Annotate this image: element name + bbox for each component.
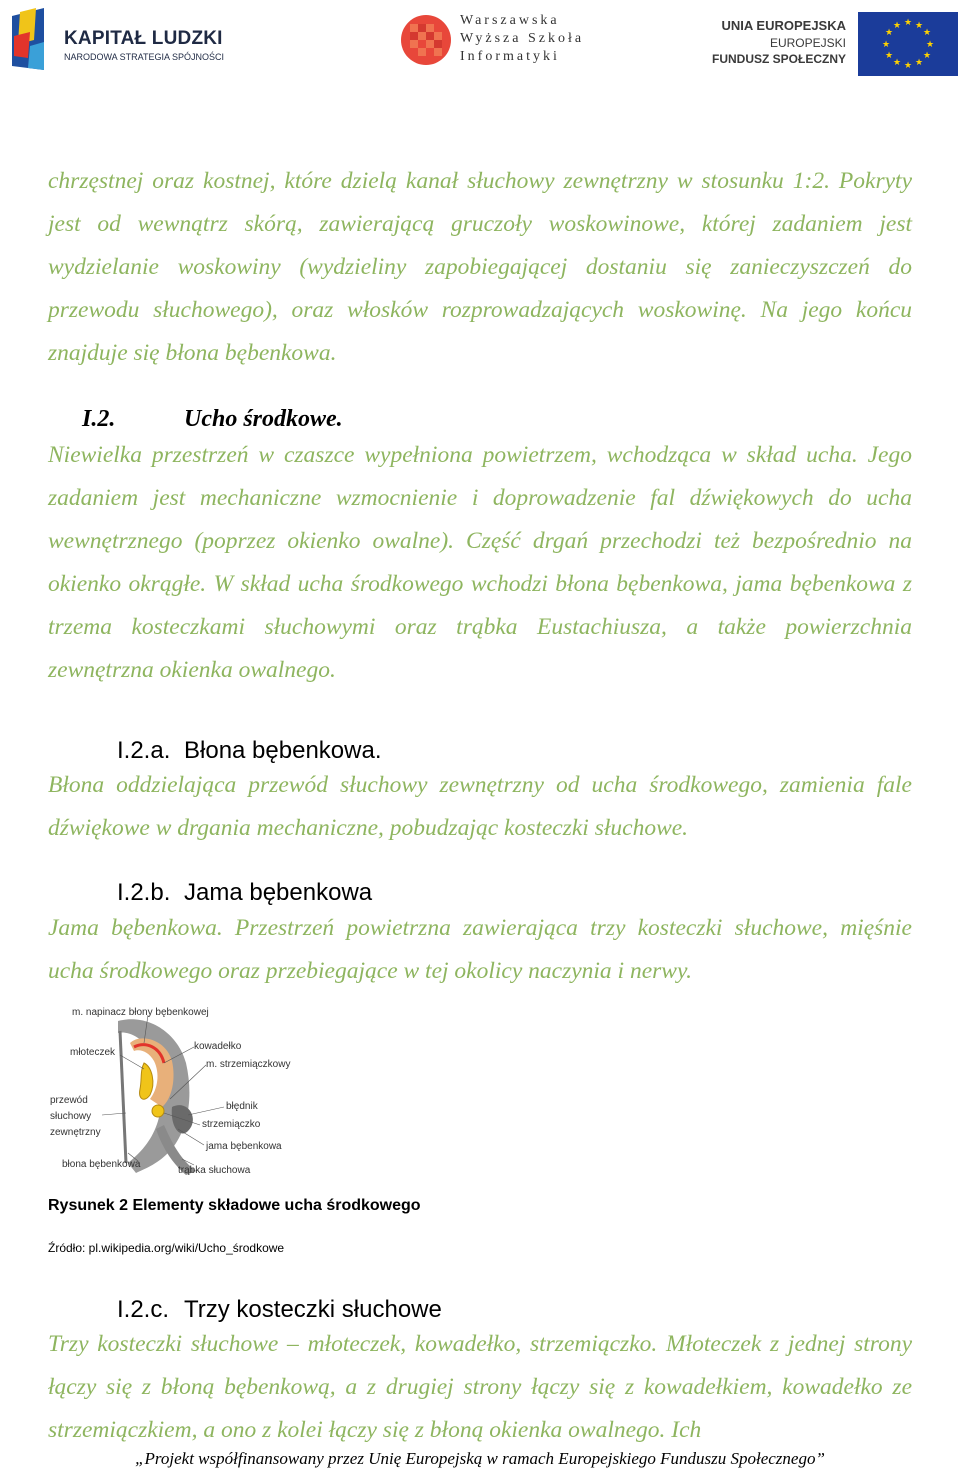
svg-text:★: ★: [914, 21, 924, 31]
wwsi-line-3: Informatyki: [460, 49, 560, 64]
svg-text:★: ★: [925, 40, 935, 50]
figure-caption: Rysunek 2 Elementy składowe ucha środkowego: [48, 1197, 421, 1214]
footer-eu-cofinancing: „Projekt współfinansowany przez Unię Europejską w ramach Europejskiego Funduszu Społecznego”: [135, 1449, 825, 1468]
label-m-strzemiaczkowy: m. strzemiączkowy: [206, 1059, 291, 1070]
heading-trzy-kosteczki: Trzy kosteczki słuchowe: [184, 1296, 442, 1323]
wwsi-line-2: Wyższa Szkoła: [460, 31, 585, 46]
ue-line-1: UNIA EUROPEJSKA: [721, 18, 846, 33]
paragraph-ossicles: Trzy kosteczki słuchowe – młoteczek, kowadełko, strzemiączko. Młoteczek z jednej strony łączy się z błoną bębenkową, a z drugiej strony łączy się z kowadełkiem, kowadełko ze strzemiączkiem, a ono z kolei łączy się z błoną okienka owalnego. Ich: [48, 1331, 912, 1443]
heading-ucho-srodkowe: Ucho środkowe.: [184, 406, 343, 432]
heading-number-i2a: I.2.a.: [117, 737, 171, 764]
paragraph-tympanic-cavity: Jama bębenkowa. Przestrzeń powietrzna zawierająca trzy kosteczki słuchowe, mięśnie ucha środkowego oraz przebiegające w tej okolicy naczynia i nerwy.: [48, 915, 912, 984]
label-blona-bebenkowa: błona bębenkowa: [62, 1159, 141, 1170]
svg-text:★: ★: [884, 28, 894, 38]
label-przewod-3: zewnętrzny: [50, 1127, 101, 1138]
ue-line-2: EUROPEJSKI: [769, 36, 846, 50]
kapital-ludzki-logo: [6, 6, 225, 76]
heading-number-i2c: I.2.c.: [117, 1296, 170, 1323]
heading-number-i2b: I.2.b.: [117, 879, 171, 906]
svg-text:★: ★: [903, 18, 913, 28]
heading-blona-bebenkowa: Błona bębenkowa.: [184, 737, 382, 764]
middle-ear-diagram: [48, 1003, 308, 1181]
svg-text:★: ★: [884, 51, 894, 61]
paragraph-tympanic-membrane: Błona oddzielająca przewód słuchowy zewnętrzny od ucha środkowego, zamienia fale dźwiękowe w drgania mechaniczne, pobudzając kosteczki słuchowe.: [48, 772, 912, 841]
label-przewod-1: przewód: [50, 1095, 88, 1106]
svg-text:★: ★: [881, 40, 891, 50]
kapital-ludzki-subtitle: NARODOWA STRATEGIA SPÓJNOŚCI: [64, 52, 225, 62]
heading-number-i2: I.2.: [82, 406, 116, 432]
wwsi-logo: [400, 12, 590, 70]
label-kowadelko: kowadełko: [194, 1041, 242, 1052]
label-trabka-sluchowa: trąbka słuchowa: [178, 1165, 251, 1176]
ue-line-3: FUNDUSZ SPOŁECZNY: [711, 52, 846, 66]
paragraph-ear-canal: chrzęstnej oraz kostnej, które dzielą kanał słuchowy zewnętrzny w stosunku 1:2. Pokryty jest od wewnątrz skórą, zawierającą gruczoły woskowinowe, której zadaniem jest wydzielanie woskowiny (wydzieliny zapobiegającej dostaniu się zanieczyszczeń do przewodu słuchowego), oraz włosków rozprowadzających woskowinę. Na jego końcu znajduje się błona bębenkowa.: [48, 168, 912, 366]
figure-source: Źródło: pl.wikipedia.org/wiki/Ucho_środkowe: [48, 1241, 285, 1255]
label-blednik: błędnik: [226, 1101, 258, 1112]
label-przewod-2: słuchowy: [50, 1111, 92, 1122]
heading-jama-bebenkowa: Jama bębenkowa: [184, 879, 373, 906]
kapital-ludzki-title: KAPITAŁ LUDZKI: [64, 28, 223, 49]
label-jama-bebenkowa: jama bębenkowa: [206, 1141, 282, 1152]
label-strzemiaczko: strzemiączko: [202, 1119, 261, 1130]
svg-text:★: ★: [914, 58, 924, 68]
wwsi-emblem-icon: [400, 14, 452, 66]
eu-flag-icon: [858, 12, 958, 76]
svg-text:★: ★: [903, 61, 913, 71]
wwsi-line-1: Warszawska: [460, 13, 560, 28]
label-napinacz: m. napinacz błony bębenkowej: [72, 1007, 209, 1018]
svg-text:★: ★: [922, 28, 932, 38]
ue-efs-logo: [708, 12, 958, 76]
kapital-ludzki-emblem-icon: [6, 6, 56, 74]
svg-text:★: ★: [892, 21, 902, 31]
svg-text:★: ★: [892, 58, 902, 68]
label-mloteczek: młoteczek: [70, 1047, 116, 1058]
svg-text:★: ★: [922, 51, 932, 61]
paragraph-middle-ear: Niewielka przestrzeń w czaszce wypełniona powietrzem, wchodząca w skład ucha. Jego zadaniem jest mechaniczne wzmocnienie i doprowadzenie fal dźwiękowych do ucha wewnętrznego (poprzez okienko owalne). Część drgań przechodzi też bezpośrednio na okienko okrągłe. W skład ucha środkowego wchodzi błona bębenkowa, jama bębenkowa z trzema kosteczkami słuchowymi oraz trąbka Eustachiusza, a także powierzchnia zewnętrzna okienka owalnego.: [48, 442, 912, 683]
